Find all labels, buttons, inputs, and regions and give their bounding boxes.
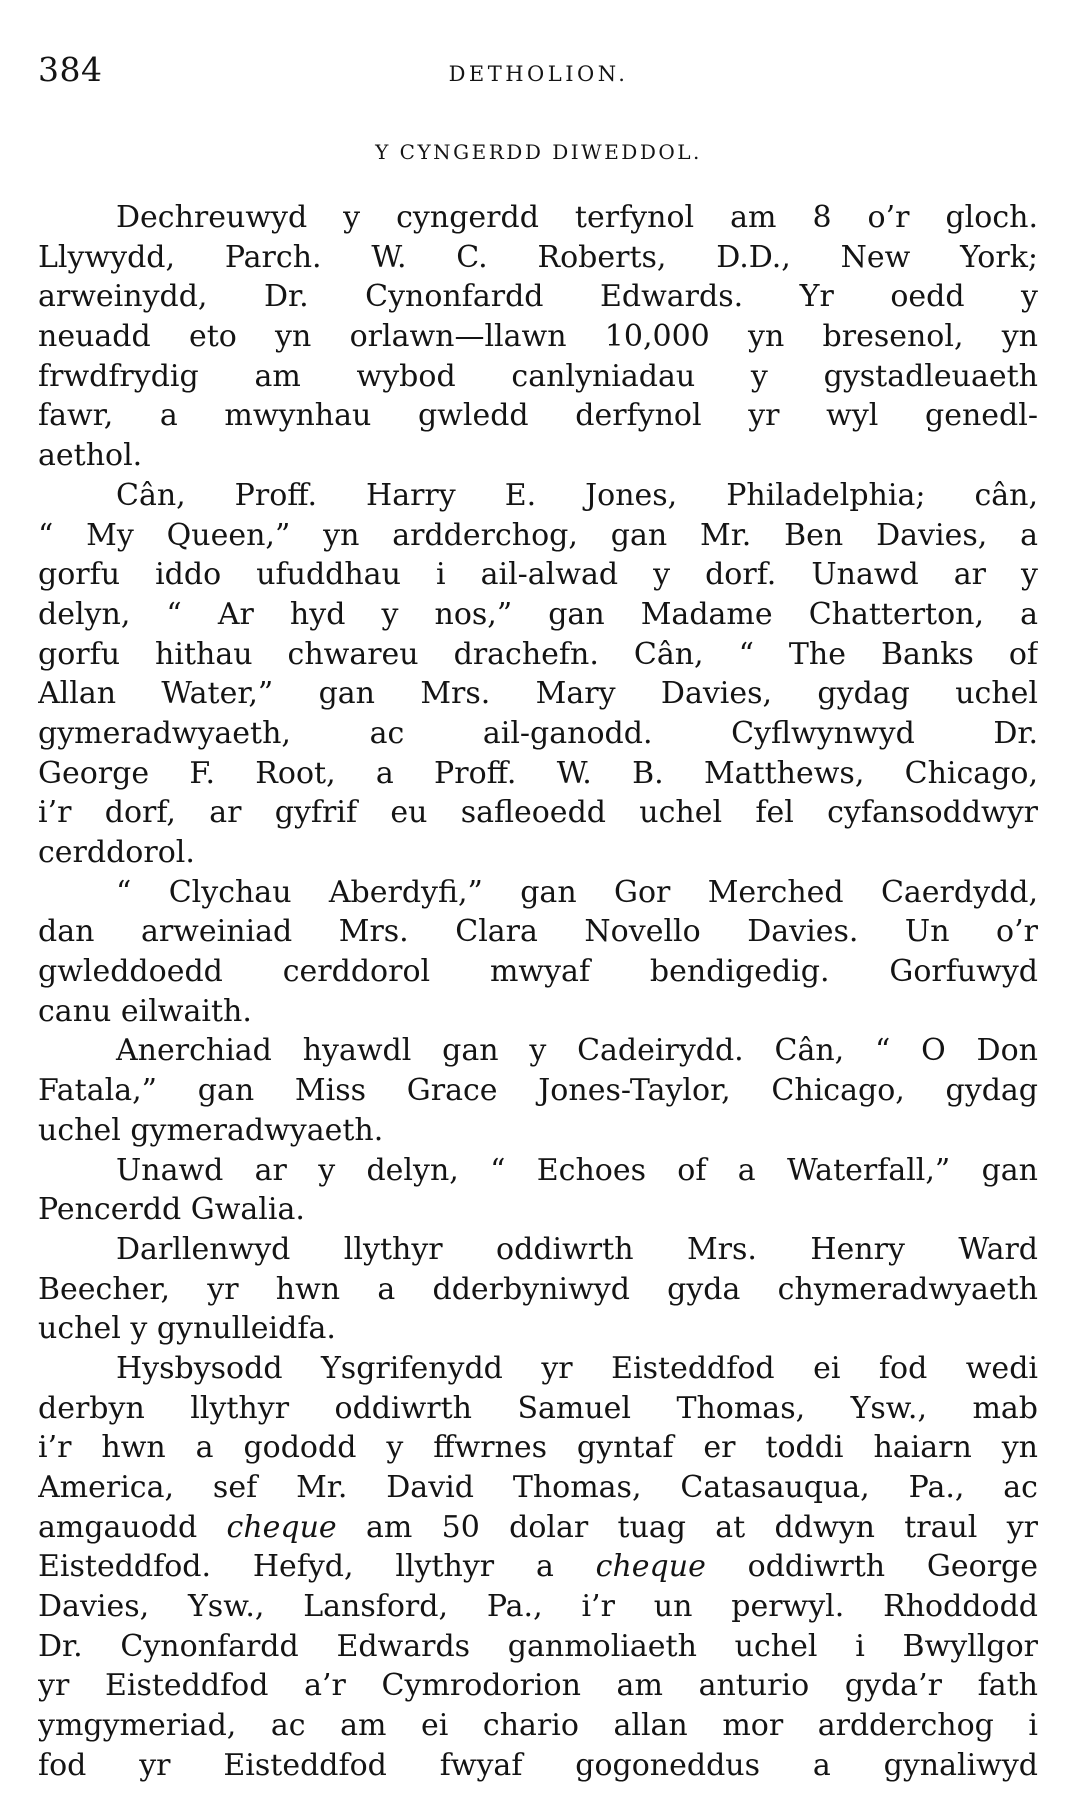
text-line: derbyn llythyr oddiwrth Samuel Thomas, Ysw., mab — [38, 1390, 1038, 1426]
running-title: DETHOLION. — [448, 62, 629, 86]
text-line: Darllenwyd llythyr oddiwrth Mrs. Henry Ward — [116, 1231, 1038, 1267]
text-line: Fatala,” gan Miss Grace Jones-Taylor, Chicago, gydag — [38, 1073, 1038, 1109]
text-line: yr Eisteddfod a’r Cymrodorion am anturio gyda’r fath — [38, 1668, 1038, 1704]
text-line: gorfu hithau chwareu drachefn. Cân, “ The Banks of — [38, 636, 1038, 672]
text-line: dan arweiniad Mrs. Clara Novello Davies. Un o’r — [38, 914, 1038, 950]
text-line: fod yr Eisteddfod fwyaf gogoneddus a gynaliwyd — [38, 1747, 1038, 1783]
text-line: i’r hwn a gododd y ffwrnes gyntaf er toddi haiarn yn — [38, 1430, 1038, 1466]
text-line: frwdfrydig am wybod canlyniadau y gystadleuaeth — [38, 358, 1038, 394]
text-line: Pencerdd Gwalia. — [38, 1192, 305, 1228]
text-line: cerddorol. — [38, 835, 195, 870]
running-head — [38, 48, 1039, 98]
text-segment: Eisteddfod. Hefyd, llythyr a — [38, 1549, 596, 1585]
text-line: Allan Water,” gan Mrs. Mary Davies, gydag uchel — [38, 676, 1038, 712]
text-line: Davies, Ysw., Lansford, Pa., i’r un perwyl. Rhoddodd — [38, 1589, 1038, 1625]
text-line: aethol. — [38, 438, 143, 474]
italic-word: cheque — [595, 1549, 706, 1585]
text-line — [38, 1508, 1038, 1548]
page-number: 384 — [38, 50, 103, 89]
text-line: neuadd eto yn orlawn—llawn 10,000 yn bresenol, yn — [38, 319, 1038, 355]
text-line: canu eilwaith. — [38, 993, 252, 1029]
text-line: “ My Queen,” yn ardderchog, gan Mr. Ben Davies, a — [38, 517, 1038, 553]
text-line: Dechreuwyd y cyngerdd terfynol am 8 o’r gloch. — [116, 200, 1038, 235]
text-line: Anerchiad hyawdl gan y Cadeirydd. Cân, “ O Don — [116, 1033, 1038, 1069]
text-line: Unawd ar y delyn, “ Echoes of a Waterfall,” gan — [116, 1152, 1038, 1188]
text-line — [38, 1547, 1038, 1587]
section-title: Y CYNGERDD DIWEDDOL. — [375, 140, 702, 164]
text-line: Dr. Cynonfardd Edwards ganmoliaeth uchel i Bwyllgor — [38, 1628, 1038, 1664]
body-text — [38, 198, 1038, 1786]
text-segment: amgauodd — [38, 1509, 227, 1545]
text-line: uchel gymeradwyaeth. — [38, 1112, 384, 1148]
text-line: Cân, Proff. Harry E. Jones, Philadelphia; cân, — [116, 477, 1038, 513]
text-line: Llywydd, Parch. W. C. Roberts, D.D., New York; — [38, 239, 1038, 275]
text-line: gwleddoedd cerddorol mwyaf bendigedig. Gorfuwyd — [38, 954, 1038, 990]
text-line: gymeradwyaeth, ac ail-ganodd. Cyflwynwyd Dr. — [38, 715, 1038, 751]
text-line: uchel y gynulleidfa. — [38, 1311, 336, 1347]
text-line: delyn, “ Ar hyd y nos,” gan Madame Chatterton, a — [38, 596, 1038, 632]
text-line: ymgymeriad, ac am ei chario allan mor ardderchog i — [38, 1708, 1038, 1744]
text-line: arweinydd, Dr. Cynonfardd Edwards. Yr oedd y — [38, 279, 1038, 315]
text-segment: oddiwrth George — [705, 1549, 1038, 1585]
text-line: gorfu iddo ufuddhau i ail-alwad y dorf. Unawd ar y — [38, 557, 1038, 593]
text-segment: am 50 dolar tuag at ddwyn traul yr — [336, 1509, 1038, 1545]
text-line: i’r dorf, ar gyfrif eu safleoedd uchel fel cyfansoddwyr — [38, 795, 1038, 831]
text-line: Hysbysodd Ysgrifenydd yr Eisteddfod ei fod wedi — [116, 1350, 1038, 1386]
text-line: fawr, a mwynhau gwledd derfynol yr wyl genedl- — [38, 398, 1038, 434]
text-line: America, sef Mr. David Thomas, Catasauqua, Pa., ac — [38, 1470, 1038, 1505]
text-line: Beecher, yr hwn a dderbyniwyd gyda chymeradwyaeth — [38, 1271, 1038, 1307]
text-line: George F. Root, a Proff. W. B. Matthews, Chicago, — [38, 755, 1038, 791]
italic-word: cheque — [226, 1509, 337, 1545]
text-line: “ Clychau Aberdyfi,” gan Gor Merched Caerdydd, — [116, 874, 1038, 910]
